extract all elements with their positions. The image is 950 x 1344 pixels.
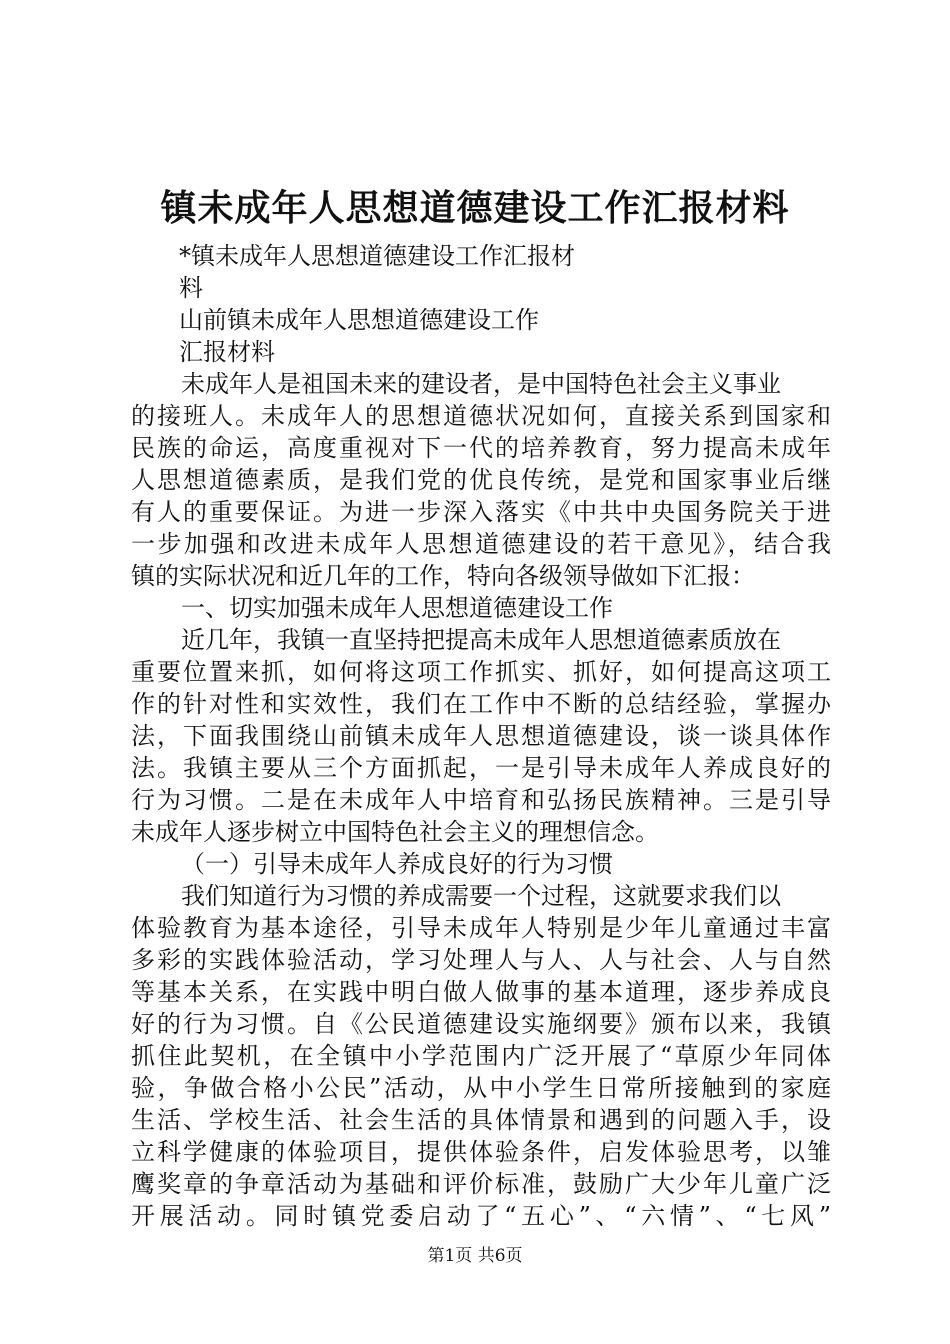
- text-line: 一步加强和改进未成年人思想道德建设的若干意见》，结合我: [131, 530, 831, 558]
- text-line: 鹰奖章的争章活动为基础和评价标准，鼓励广大少年儿童广泛: [131, 1170, 831, 1198]
- paragraph-first-line: 近几年，我镇一直坚持把提高未成年人思想道德素质放在: [181, 626, 781, 654]
- text-line: 抓住此契机，在全镇中小学范围内广泛开展了“草原少年同体: [131, 1042, 831, 1070]
- section-heading: 一、切实加强未成年人思想道德建设工作: [181, 594, 613, 622]
- document-body: [131, 240, 831, 1232]
- text-line: 立科学健康的体验项目，提供体验条件，启发体验思考，以雏: [131, 1138, 831, 1166]
- text-line: 好的行为习惯。自《公民道德建设实施纲要》颁布以来，我镇: [131, 1010, 831, 1038]
- text-line: 生活、学校生活、社会生活的具体情景和遇到的问题入手，设: [131, 1106, 831, 1134]
- text-line: 验，争做合格小公民”活动，从中小学生日常所接触到的家庭: [131, 1074, 831, 1102]
- text-line: 人思想道德素质，是我们党的优良传统，是党和国家事业后继: [131, 466, 831, 494]
- text-line: 重要位置来抓，如何将这项工作抓实、抓好，如何提高这项工: [131, 658, 831, 686]
- text-line: 作的针对性和实效性，我们在工作中不断的总结经验，掌握办: [131, 690, 831, 718]
- paragraph-first-line: 我们知道行为习惯的养成需要一个过程，这就要求我们以: [181, 882, 781, 910]
- subsection-heading: （一）引导未成年人养成良好的行为习惯: [181, 850, 613, 878]
- text-line: 料: [179, 274, 203, 302]
- text-line: 汇报材料: [179, 338, 275, 366]
- text-line: 民族的命运，高度重视对下一代的培养教育，努力提高未成年: [131, 434, 831, 462]
- text-line: 镇的实际状况和近几年的工作，特向各级领导做如下汇报：: [131, 562, 755, 590]
- text-line: 体验教育为基本途径，引导未成年人特别是少年儿童通过丰富: [131, 914, 831, 942]
- text-line: 山前镇未成年人思想道德建设工作: [179, 306, 539, 334]
- text-line: 法。我镇主要从三个方面抓起，一是引导未成年人养成良好的: [131, 754, 831, 782]
- text-line: 多彩的实践体验活动，学习处理人与人、人与社会、人与自然: [131, 946, 831, 974]
- text-line: 等基本关系，在实践中明白做人做事的基本道理，逐步养成良: [131, 978, 831, 1006]
- document-title: 镇未成年人思想道德建设工作汇报材料: [160, 187, 790, 229]
- text-line: *镇未成年人思想道德建设工作汇报材: [179, 242, 575, 270]
- paragraph-first-line: 未成年人是祖国未来的建设者，是中国特色社会主义事业: [181, 370, 781, 398]
- text-line: 法，下面我围绕山前镇未成年人思想道德建设，谈一谈具体作: [131, 722, 831, 750]
- page-number: 第1页 共6页: [427, 1246, 523, 1266]
- text-line: 行为习惯。二是在未成年人中培育和弘扬民族精神。三是引导: [131, 786, 831, 814]
- text-line: 未成年人逐步树立中国特色社会主义的理想信念。: [131, 818, 659, 846]
- text-line: 有人的重要保证。为进一步深入落实《中共中央国务院关于进: [131, 498, 831, 526]
- text-line: 的接班人。未成年人的思想道德状况如何，直接关系到国家和: [131, 402, 831, 430]
- text-line: 开展活动。同时镇党委启动了“五心”、“六情”、“七风”: [131, 1202, 831, 1230]
